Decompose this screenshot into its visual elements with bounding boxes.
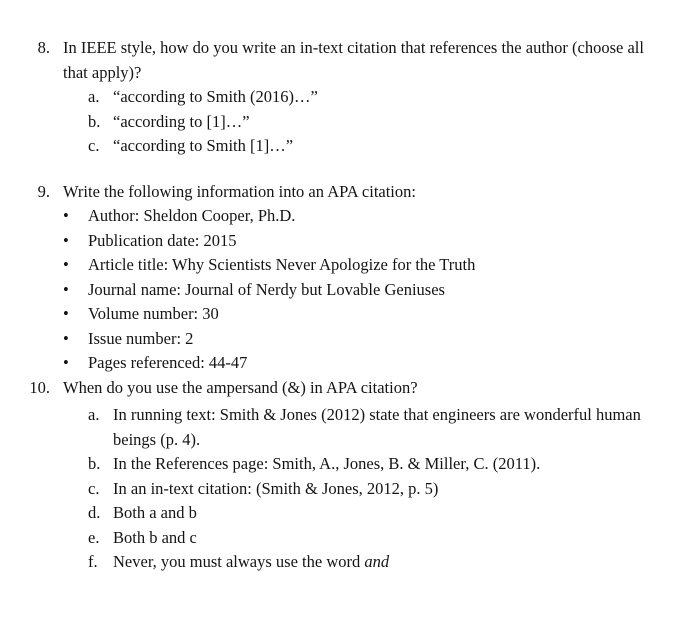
answer-option bbox=[88, 134, 662, 159]
list-item bbox=[63, 229, 662, 254]
question-body bbox=[63, 180, 662, 376]
question-body bbox=[63, 36, 662, 159]
question-text: Write the following information into an APA citation: bbox=[63, 181, 416, 201]
option-label: d. bbox=[88, 503, 101, 522]
bullet-icon: • bbox=[63, 206, 69, 225]
option-text: “according to Smith [1]…” bbox=[113, 136, 294, 155]
option-text: Both b and c bbox=[113, 527, 197, 547]
bullet-text: Volume number: 30 bbox=[88, 304, 219, 323]
answer-option bbox=[88, 85, 662, 110]
list-item bbox=[63, 327, 662, 352]
question-number: 9. bbox=[37, 181, 50, 201]
option-text: In an in-text citation: (Smith & Jones, 2012, p. 5) bbox=[113, 478, 439, 498]
answer-option bbox=[88, 501, 662, 526]
question-8 bbox=[28, 36, 662, 159]
answer-option bbox=[88, 110, 662, 135]
answer-option bbox=[88, 452, 662, 477]
list-item bbox=[63, 278, 662, 303]
list-item bbox=[63, 302, 662, 327]
bullet-text: Article title: Why Scientists Never Apologize for the Truth bbox=[88, 255, 476, 274]
answer-options bbox=[63, 85, 662, 159]
bullet-text: Journal name: Journal of Nerdy but Lovable Geniuses bbox=[88, 279, 445, 299]
option-text: In running text: Smith & Jones (2012) state that engineers are wonderful human beings (p. 4). bbox=[113, 405, 641, 449]
question-text: In IEEE style, how do you write an in-text citation that references the author (choose all that apply)? bbox=[63, 38, 644, 82]
bullet-text: Issue number: 2 bbox=[88, 328, 194, 348]
option-label: f. bbox=[88, 552, 98, 571]
option-label: a. bbox=[88, 87, 100, 106]
list-item bbox=[63, 351, 662, 376]
option-label: a. bbox=[88, 405, 100, 424]
option-text-main: Never, you must always use the word bbox=[113, 552, 365, 571]
list-item bbox=[63, 204, 662, 229]
bullet-list bbox=[63, 204, 662, 376]
answer-option bbox=[88, 403, 662, 452]
list-item bbox=[63, 253, 662, 278]
answer-option bbox=[88, 550, 662, 575]
question-number: 10. bbox=[29, 377, 50, 397]
bullet-icon: • bbox=[63, 255, 69, 274]
italic-word: and bbox=[364, 552, 390, 571]
option-label: c. bbox=[88, 478, 100, 498]
bullet-text: Publication date: 2015 bbox=[88, 230, 237, 250]
bullet-icon: • bbox=[63, 328, 69, 348]
bullet-icon: • bbox=[63, 353, 69, 372]
question-text: When do you use the ampersand (&) in APA citation? bbox=[63, 377, 418, 397]
bullet-icon: • bbox=[63, 304, 69, 323]
answer-options bbox=[63, 403, 662, 575]
option-label: c. bbox=[88, 136, 100, 155]
option-label: e. bbox=[88, 527, 100, 547]
question-10 bbox=[28, 376, 662, 575]
option-text: “according to Smith (2016)…” bbox=[113, 87, 318, 106]
option-text: In the References page: Smith, A., Jones, B. & Miller, C. (2011). bbox=[113, 454, 541, 473]
bullet-icon: • bbox=[63, 230, 69, 250]
bullet-text: Author: Sheldon Cooper, Ph.D. bbox=[88, 206, 296, 225]
question-number: 8. bbox=[37, 38, 50, 57]
bullet-text: Pages referenced: 44-47 bbox=[88, 353, 248, 372]
bullet-icon: • bbox=[63, 279, 69, 299]
question-9 bbox=[28, 180, 662, 376]
option-label: b. bbox=[88, 111, 101, 131]
option-text: Both a and b bbox=[113, 503, 197, 522]
question-body bbox=[63, 376, 662, 575]
answer-option bbox=[88, 526, 662, 551]
option-text: “according to [1]…” bbox=[113, 111, 250, 131]
option-label: b. bbox=[88, 454, 101, 473]
option-text bbox=[105, 550, 662, 575]
answer-option bbox=[88, 477, 662, 502]
